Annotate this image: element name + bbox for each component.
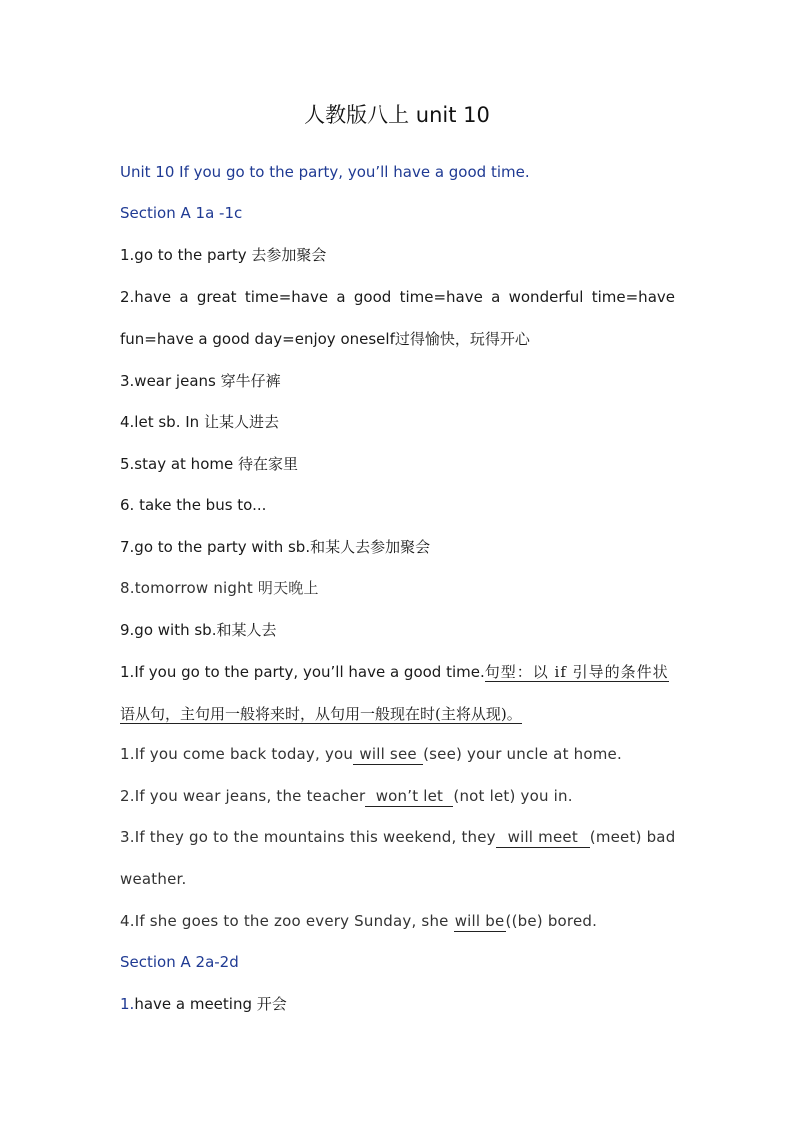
- answer-blank: won’t let: [365, 786, 453, 807]
- phrase-item: [120, 993, 675, 1015]
- exercise-text: (not let) you in.: [453, 787, 573, 805]
- phrase-item: [120, 328, 675, 350]
- exercise-item: [120, 910, 675, 932]
- phrase-item: [120, 577, 675, 599]
- phrase-item: [120, 370, 675, 392]
- phrase-en: 9.go with sb.: [120, 621, 217, 639]
- unit-heading: Unit 10 If you go to the party, you’ll have a good time.: [120, 163, 530, 181]
- phrase-en: 8.tomorrow night: [120, 579, 258, 597]
- phrase-cn: 和某人去: [216, 621, 277, 639]
- phrase-en: 1.go to the party: [120, 246, 252, 264]
- exercise-text: weather.: [120, 870, 187, 888]
- phrase-en: 6. take the bus to...: [120, 496, 267, 514]
- phrase-en: 2.have a great time=have a good time=have a wonderful time=have: [120, 288, 675, 306]
- answer-blank: will see: [353, 744, 423, 765]
- exercise-text: (meet) bad: [589, 828, 676, 846]
- exercise-text: 4.If she goes to the zoo every Sunday, she: [120, 912, 454, 930]
- exercise-item: [120, 785, 675, 807]
- phrase-cn: 和某人去参加聚会: [310, 538, 431, 556]
- phrase-en: 7.go to the party with sb.: [120, 538, 311, 556]
- phrase-item: [120, 453, 675, 475]
- exercise-text: 3.If they go to the mountains this weekend, they: [120, 828, 496, 846]
- section-heading-1: Section A 1a -1c: [120, 204, 243, 222]
- grammar-note: 句型：以 if 引导的条件状: [484, 663, 669, 681]
- phrase-en: fun=have a good day=enjoy oneself: [120, 330, 395, 348]
- grammar-point: [120, 661, 675, 683]
- phrase-cn: 明天晚上: [257, 579, 319, 597]
- phrase-en: 3.wear jeans: [120, 372, 221, 390]
- grammar-note-continued: [120, 703, 675, 725]
- exercise-item: [120, 743, 675, 765]
- exercise-item: [120, 868, 675, 890]
- answer-blank: will meet: [496, 827, 590, 848]
- grammar-sentence: If you go to the party, you’ll have a good time.: [134, 663, 485, 681]
- grammar-number: 1.: [120, 663, 135, 681]
- phrase-cn: 让某人进去: [203, 413, 279, 431]
- exercise-text: ((be) bored.: [505, 912, 598, 930]
- grammar-note: 语从句，主句用一般将来时，从句用一般现在时(主将从现)。: [120, 705, 522, 723]
- phrase-cn: 穿牛仔裤: [220, 372, 281, 390]
- exercise-text: 2.If you wear jeans, the teacher: [120, 787, 366, 805]
- phrase-en: 4.let sb. In: [120, 413, 204, 431]
- phrase-cn: 开会: [256, 995, 287, 1013]
- phrase-item: [120, 619, 675, 641]
- exercise-item: [120, 826, 675, 848]
- phrase-item: [120, 244, 675, 266]
- phrase-cn: 过得愉快，玩得开心: [394, 330, 530, 348]
- phrase-en: 5.stay at home: [120, 455, 238, 473]
- answer-blank: will be: [454, 912, 505, 930]
- exercise-text: (see) your uncle at home.: [423, 745, 622, 763]
- exercise-text: 1.If you come back today, you: [120, 745, 354, 763]
- phrase-en: have a meeting: [134, 995, 257, 1013]
- phrase-number: 1.: [120, 995, 135, 1013]
- phrase-item: [120, 411, 675, 433]
- phrase-item: [120, 494, 675, 516]
- phrase-item: [120, 286, 675, 308]
- section-heading-2: Section A 2a-2d: [120, 953, 239, 971]
- phrase-item: [120, 536, 675, 558]
- phrase-cn: 去参加聚会: [251, 246, 327, 264]
- phrase-cn: 待在家里: [237, 455, 298, 473]
- page-title: 人教版八上 unit 10: [304, 103, 490, 127]
